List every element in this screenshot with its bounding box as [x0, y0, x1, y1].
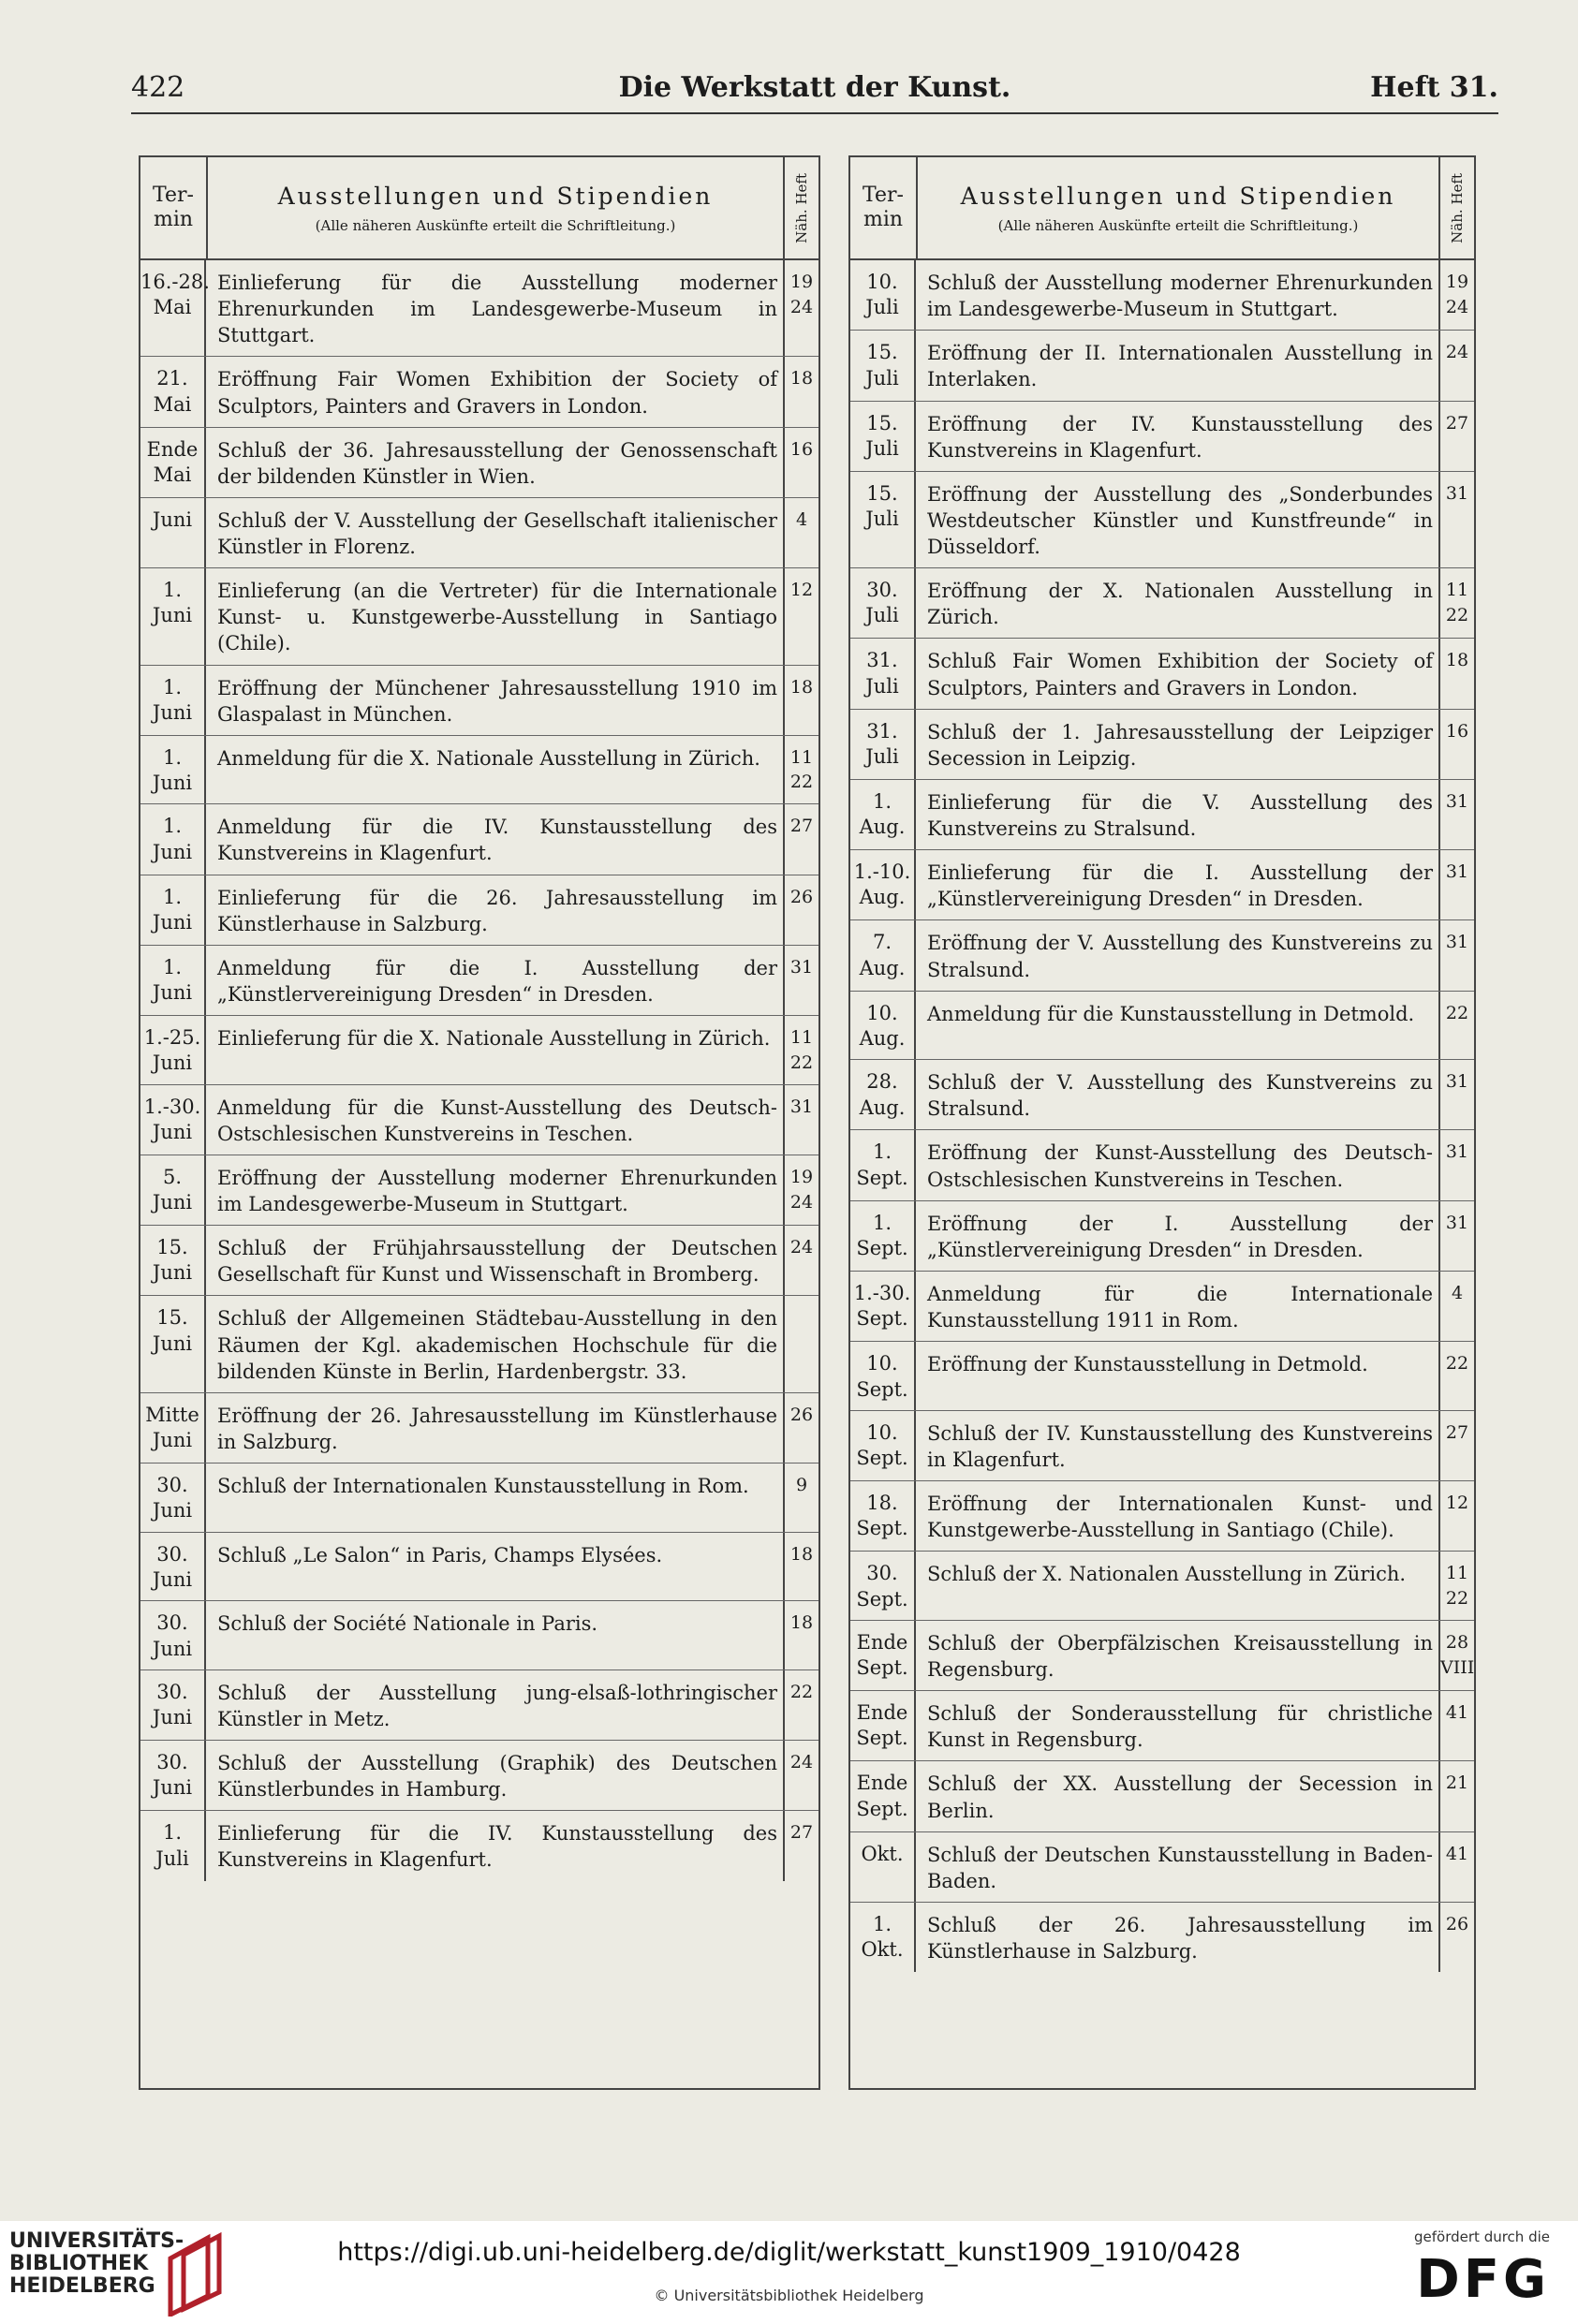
heft-cell: 11 22	[789, 746, 814, 793]
header-title: Ausstellungen und Stipendien	[960, 182, 1396, 210]
heft-cell	[785, 1296, 818, 1391]
heft-cell: 28 VIII	[1440, 1631, 1475, 1678]
heft-cell: 21	[1445, 1772, 1469, 1794]
heft-cell: 22	[789, 1681, 814, 1702]
table-row	[850, 1552, 1474, 1621]
page-number: 422	[131, 71, 185, 104]
table-row	[140, 357, 818, 427]
heft-cell: 12	[1445, 1493, 1469, 1514]
entry-text: Anmeldung für die Kunstausstellung in Detmold.	[916, 992, 1440, 1060]
termin-cell: 1. Aug.	[850, 780, 916, 849]
termin-cell: 1. Sept.	[850, 1130, 916, 1199]
entry-text: Schluß der Sonderausstellung für christliche Kunst in Regensburg.	[916, 1691, 1440, 1760]
table-row	[140, 498, 818, 568]
entry-text: Schluß der Frühjahrsausstellung der Deutschen Gesellschaft für Kunst und Wissenschaft in Bromberg.	[206, 1226, 785, 1295]
heft-cell: 31	[1445, 482, 1469, 504]
header-main	[208, 157, 785, 258]
termin-cell: Ende Sept.	[850, 1691, 916, 1760]
termin-cell: 1. Juni	[140, 804, 206, 874]
termin-cell: 15. Juli	[850, 472, 916, 567]
header-heft	[1440, 157, 1474, 258]
heft-cell: 18	[789, 676, 814, 698]
termin-cell: 1. Juni	[140, 568, 206, 664]
table-row	[140, 260, 818, 357]
heft-cell: 16	[789, 438, 814, 460]
entry-text: Schluß der Internationalen Kunstausstellung in Rom.	[206, 1464, 785, 1532]
table-row	[850, 568, 1474, 639]
left-table	[139, 155, 820, 2090]
entry-text: Eröffnung Fair Women Exhibition der Society of Sculptors, Painters and Gravers in London.	[206, 357, 785, 426]
heft-cell: 31	[1445, 1141, 1469, 1163]
entry-text: Schluß „Le Salon“ in Paris, Champs Elysées.	[206, 1533, 785, 1601]
termin-cell: 21. Mai	[140, 357, 206, 426]
table-row	[850, 920, 1474, 991]
heft-cell: 18	[1445, 650, 1469, 671]
heft-cell: 19 24	[789, 1166, 814, 1213]
table-row	[850, 1481, 1474, 1552]
entry-text: Eröffnung der Internationalen Kunst- und Kunstgewerbe-Ausstellung in Santiago (Chile).	[916, 1481, 1440, 1551]
entry-text: Eröffnung der II. Internationalen Ausstellung in Interlaken.	[916, 331, 1440, 400]
entry-text: Einlieferung für die X. Nationale Ausstellung in Zürich.	[206, 1016, 785, 1084]
page-header	[131, 69, 1498, 114]
header-main	[918, 157, 1440, 258]
copyright-notice: © Universitätsbibliothek Heidelberg	[654, 2287, 924, 2304]
termin-cell: Ende Mai	[140, 428, 206, 497]
termin-cell: 10. Juli	[850, 260, 916, 330]
termin-cell: Mitte Juni	[140, 1393, 206, 1463]
termin-cell: 10. Sept.	[850, 1342, 916, 1410]
table-row	[850, 1903, 1474, 1972]
entry-text: Schluß der X. Nationalen Ausstellung in Zürich.	[916, 1552, 1440, 1620]
journal-title: Die Werkstatt der Kunst.	[618, 71, 1011, 104]
heft-cell: 9	[795, 1475, 808, 1496]
termin-cell: 15. Juli	[850, 331, 916, 400]
entry-text: Schluß der Ausstellung moderner Ehrenurkunden im Landesgewerbe-Museum in Stuttgart.	[916, 260, 1440, 330]
header-heft-label: Näh. Heft	[793, 172, 810, 243]
heft-cell: 27	[1445, 1421, 1469, 1443]
entry-text: Anmeldung für die Internationale Kunstausstellung 1911 in Rom.	[916, 1272, 1440, 1341]
entry-text: Schluß der Ausstellung jung-elsaß-lothringischer Künstler in Metz.	[206, 1670, 785, 1740]
termin-cell: 30. Juni	[140, 1464, 206, 1532]
entry-text: Schluß der Société Nationale in Paris.	[206, 1601, 785, 1669]
entry-text: Schluß der 26. Jahresausstellung im Künstlerhause in Salzburg.	[916, 1903, 1440, 1972]
heft-cell: 31	[1445, 790, 1469, 812]
table-row	[850, 260, 1474, 331]
entry-text: Einlieferung für die IV. Kunstausstellung des Kunstvereins in Klagenfurt.	[206, 1811, 785, 1880]
entry-text: Eröffnung der X. Nationalen Ausstellung in Zürich.	[916, 568, 1440, 638]
entry-text: Eröffnung der Ausstellung des „Sonderbundes Westdeutscher Künstler und Kunstfreunde“ in Düsseldorf.	[916, 472, 1440, 567]
entry-text: Einlieferung für die Ausstellung moderner Ehrenurkunden im Landesgewerbe-Museum in Stuttgart.	[206, 260, 785, 356]
entry-text: Anmeldung für die IV. Kunstausstellung des Kunstvereins in Klagenfurt.	[206, 804, 785, 874]
table-header	[850, 157, 1474, 260]
entry-text: Schluß der Oberpfälzischen Kreisausstellung in Regensburg.	[916, 1621, 1440, 1690]
heft-cell: 27	[1445, 412, 1469, 434]
entry-text: Einlieferung für die I. Ausstellung der „Künstlervereinigung Dresden“ in Dresden.	[916, 850, 1440, 919]
table-row	[140, 428, 818, 498]
table-row	[850, 472, 1474, 568]
table-row	[140, 568, 818, 665]
table-row	[140, 1811, 818, 1880]
termin-cell: 1.-30. Sept.	[850, 1272, 916, 1341]
heft-cell: 18	[789, 1612, 814, 1634]
heft-cell: 41	[1445, 1702, 1469, 1724]
heft-cell: 11 22	[789, 1027, 814, 1073]
table-row	[140, 1085, 818, 1155]
heft-cell: 19 24	[789, 272, 814, 317]
table-row	[850, 992, 1474, 1061]
entry-text: Anmeldung für die X. Nationale Ausstellung in Zürich.	[206, 736, 785, 804]
entry-text: Eröffnung der I. Ausstellung der „Künstlervereinigung Dresden“ in Dresden.	[916, 1201, 1440, 1271]
table-row	[850, 780, 1474, 850]
entry-text: Eröffnung der V. Ausstellung des Kunstvereins zu Stralsund.	[916, 920, 1440, 990]
heft-cell: 26	[789, 886, 814, 907]
termin-cell: 1. Juni	[140, 946, 206, 1015]
table-row	[850, 402, 1474, 472]
entry-text: Einlieferung (an die Vertreter) für die Internationale Kunst- u. Kunstgewerbe-Ausstellung in Santiago (Chile).	[206, 568, 785, 664]
source-url[interactable]: https://digi.ub.uni-heidelberg.de/diglit/werkstatt_kunst1909_1910/0428	[337, 2238, 1241, 2267]
table-row	[140, 1393, 818, 1464]
table-row	[140, 1601, 818, 1670]
table-row	[850, 331, 1474, 401]
heft-cell: 22	[1445, 1353, 1469, 1375]
heft-cell: 41	[1445, 1843, 1469, 1864]
termin-cell: Okt.	[850, 1832, 916, 1902]
entry-text: Schluß der Allgemeinen Städtebau-Ausstellung in den Räumen der Kgl. akademischen Hochschule für die bildenden Künste in Berlin, Hardenbergstr. 33.	[206, 1296, 785, 1391]
termin-cell: 31. Juli	[850, 710, 916, 779]
table-row	[140, 1533, 818, 1602]
table-row	[140, 1464, 818, 1533]
entry-text: Einlieferung für die V. Ausstellung des Kunstvereins zu Stralsund.	[916, 780, 1440, 849]
table-row	[850, 1691, 1474, 1761]
termin-cell: 1. Okt.	[850, 1903, 916, 1972]
table-row	[850, 710, 1474, 780]
heft-cell: 24	[789, 1752, 814, 1773]
entry-text: Anmeldung für die I. Ausstellung der „Künstlervereinigung Dresden“ in Dresden.	[206, 946, 785, 1015]
entry-text: Eröffnung der Ausstellung moderner Ehrenurkunden im Landesgewerbe-Museum in Stuttgart.	[206, 1155, 785, 1225]
table-row	[140, 1741, 818, 1811]
heft-cell: 16	[1445, 720, 1469, 742]
termin-cell: 7. Aug.	[850, 920, 916, 990]
table-row	[140, 1296, 818, 1392]
termin-cell: Ende Sept.	[850, 1761, 916, 1831]
entry-text: Schluß Fair Women Exhibition der Society of Sculptors, Painters and Gravers in London.	[916, 639, 1440, 708]
entry-text: Eröffnung der Münchener Jahresausstellung 1910 im Glaspalast in München.	[206, 666, 785, 735]
termin-cell: 30. Sept.	[850, 1552, 916, 1620]
termin-cell: 1. Sept.	[850, 1201, 916, 1271]
header-heft-label: Näh. Heft	[1449, 172, 1466, 243]
entry-text: Schluß der V. Ausstellung des Kunstvereins zu Stralsund.	[916, 1060, 1440, 1129]
funded-by-label: gefördert durch die	[1414, 2228, 1550, 2245]
table-row	[140, 875, 818, 946]
header-title: Ausstellungen und Stipendien	[277, 182, 714, 210]
issue-number: Heft 31.	[1370, 71, 1498, 104]
table-row	[850, 850, 1474, 920]
header-termin: Ter- min	[850, 157, 918, 258]
termin-cell: 15. Juni	[140, 1296, 206, 1391]
termin-cell: 30. Juni	[140, 1601, 206, 1669]
termin-cell: 28. Aug.	[850, 1060, 916, 1129]
heft-cell: 24	[1445, 342, 1469, 363]
dfg-logo: DFG	[1416, 2249, 1550, 2310]
heft-cell: 18	[789, 368, 814, 390]
termin-cell: 10. Sept.	[850, 1411, 916, 1480]
header-subtitle: (Alle näheren Auskünfte erteilt die Schriftleitung.)	[997, 216, 1359, 234]
termin-cell: 30. Juli	[850, 568, 916, 638]
table-row	[850, 1130, 1474, 1200]
termin-cell: 1.-30. Juni	[140, 1085, 206, 1155]
termin-cell: 1. Juni	[140, 875, 206, 945]
table-row	[140, 1016, 818, 1085]
table-row	[850, 1201, 1474, 1272]
header-heft	[785, 157, 818, 258]
heft-cell: 31	[1445, 932, 1469, 953]
entry-text: Schluß der V. Ausstellung der Gesellschaft italienischer Künstler in Florenz.	[206, 498, 785, 567]
termin-cell: 10. Aug.	[850, 992, 916, 1060]
left-rows	[140, 260, 818, 1881]
table-row	[140, 736, 818, 805]
heft-cell: 26	[789, 1404, 814, 1425]
termin-cell: 1. Juni	[140, 666, 206, 735]
heft-cell: 11 22	[1445, 580, 1469, 625]
heft-cell: 27	[789, 1822, 814, 1844]
table-row	[850, 1832, 1474, 1903]
heft-cell: 24	[789, 1237, 814, 1258]
header-termin: Ter- min	[140, 157, 208, 258]
heft-cell: 31	[1445, 1071, 1469, 1093]
entry-text: Eröffnung der 26. Jahresausstellung im Künstlerhause in Salzburg.	[206, 1393, 785, 1463]
table-row	[140, 1155, 818, 1226]
table-row	[140, 1670, 818, 1741]
termin-cell: 30. Juni	[140, 1741, 206, 1810]
right-table	[848, 155, 1476, 2090]
entry-text: Schluß der XX. Ausstellung der Secession in Berlin.	[916, 1761, 1440, 1831]
heft-cell: 31	[789, 1096, 814, 1117]
termin-cell: Ende Sept.	[850, 1621, 916, 1690]
termin-cell: 31. Juli	[850, 639, 916, 708]
table-row	[850, 1761, 1474, 1831]
table-row	[140, 1226, 818, 1296]
entry-text: Eröffnung der IV. Kunstausstellung des Kunstvereins in Klagenfurt.	[916, 402, 1440, 471]
table-row	[850, 1621, 1474, 1691]
entry-text: Einlieferung für die 26. Jahresausstellung im Künstlerhause in Salzburg.	[206, 875, 785, 945]
library-name: UNIVERSITÄTS- BIBLIOTHEK HEIDELBERG	[9, 2229, 184, 2298]
entry-text: Anmeldung für die Kunst-Ausstellung des Deutsch-Ostschlesischen Kunstvereins in Teschen.	[206, 1085, 785, 1155]
termin-cell: 18. Sept.	[850, 1481, 916, 1551]
heft-cell: 22	[1445, 1002, 1469, 1023]
footer-bar	[0, 2221, 1578, 2324]
entry-text: Eröffnung der Kunst-Ausstellung des Deutsch-Ostschlesischen Kunstvereins in Teschen.	[916, 1130, 1440, 1199]
heft-cell: 31	[1445, 861, 1469, 883]
termin-cell: 30. Juni	[140, 1670, 206, 1740]
heft-cell: 31	[1445, 1212, 1469, 1233]
termin-cell: 1. Juni	[140, 736, 206, 804]
table-row	[850, 1342, 1474, 1411]
termin-cell: Juni	[140, 498, 206, 567]
termin-cell: 1. Juli	[140, 1811, 206, 1880]
heft-cell: 4	[795, 508, 808, 530]
heft-cell: 19 24	[1445, 272, 1469, 317]
termin-cell: 1.-25. Juni	[140, 1016, 206, 1084]
entry-text: Schluß der Ausstellung (Graphik) des Deutschen Künstlerbundes in Hamburg.	[206, 1741, 785, 1810]
entry-text: Schluß der Deutschen Kunstausstellung in Baden-Baden.	[916, 1832, 1440, 1902]
termin-cell: 1.-10. Aug.	[850, 850, 916, 919]
header-subtitle: (Alle näheren Auskünfte erteilt die Schriftleitung.)	[315, 216, 676, 234]
entry-text: Schluß der 36. Jahresausstellung der Genossenschaft der bildenden Künstler in Wien.	[206, 428, 785, 497]
heft-cell: 18	[789, 1543, 814, 1565]
entry-text: Schluß der IV. Kunstausstellung des Kunstvereins in Klagenfurt.	[916, 1411, 1440, 1480]
termin-cell: 15. Juni	[140, 1226, 206, 1295]
heft-cell: 11 22	[1445, 1563, 1469, 1609]
table-row	[140, 946, 818, 1016]
table-row	[850, 1411, 1474, 1481]
heft-cell: 4	[1451, 1282, 1464, 1303]
heft-cell: 31	[789, 956, 814, 978]
table-row	[140, 666, 818, 736]
table-row	[850, 1060, 1474, 1130]
heft-cell: 27	[789, 816, 814, 837]
table-row	[140, 804, 818, 875]
termin-cell: 16.-28. Mai	[140, 260, 206, 356]
table-row	[850, 1272, 1474, 1342]
termin-cell: 30. Juni	[140, 1533, 206, 1601]
heft-cell: 26	[1445, 1913, 1469, 1934]
right-rows	[850, 260, 1474, 1972]
entry-text: Eröffnung der Kunstausstellung in Detmold.	[916, 1342, 1440, 1410]
termin-cell: 5. Juni	[140, 1155, 206, 1225]
table-row	[850, 639, 1474, 709]
entry-text: Schluß der 1. Jahresausstellung der Leipziger Secession in Leipzig.	[916, 710, 1440, 779]
heft-cell: 12	[789, 580, 814, 601]
termin-cell: 15. Juli	[850, 402, 916, 471]
table-header	[140, 157, 818, 260]
